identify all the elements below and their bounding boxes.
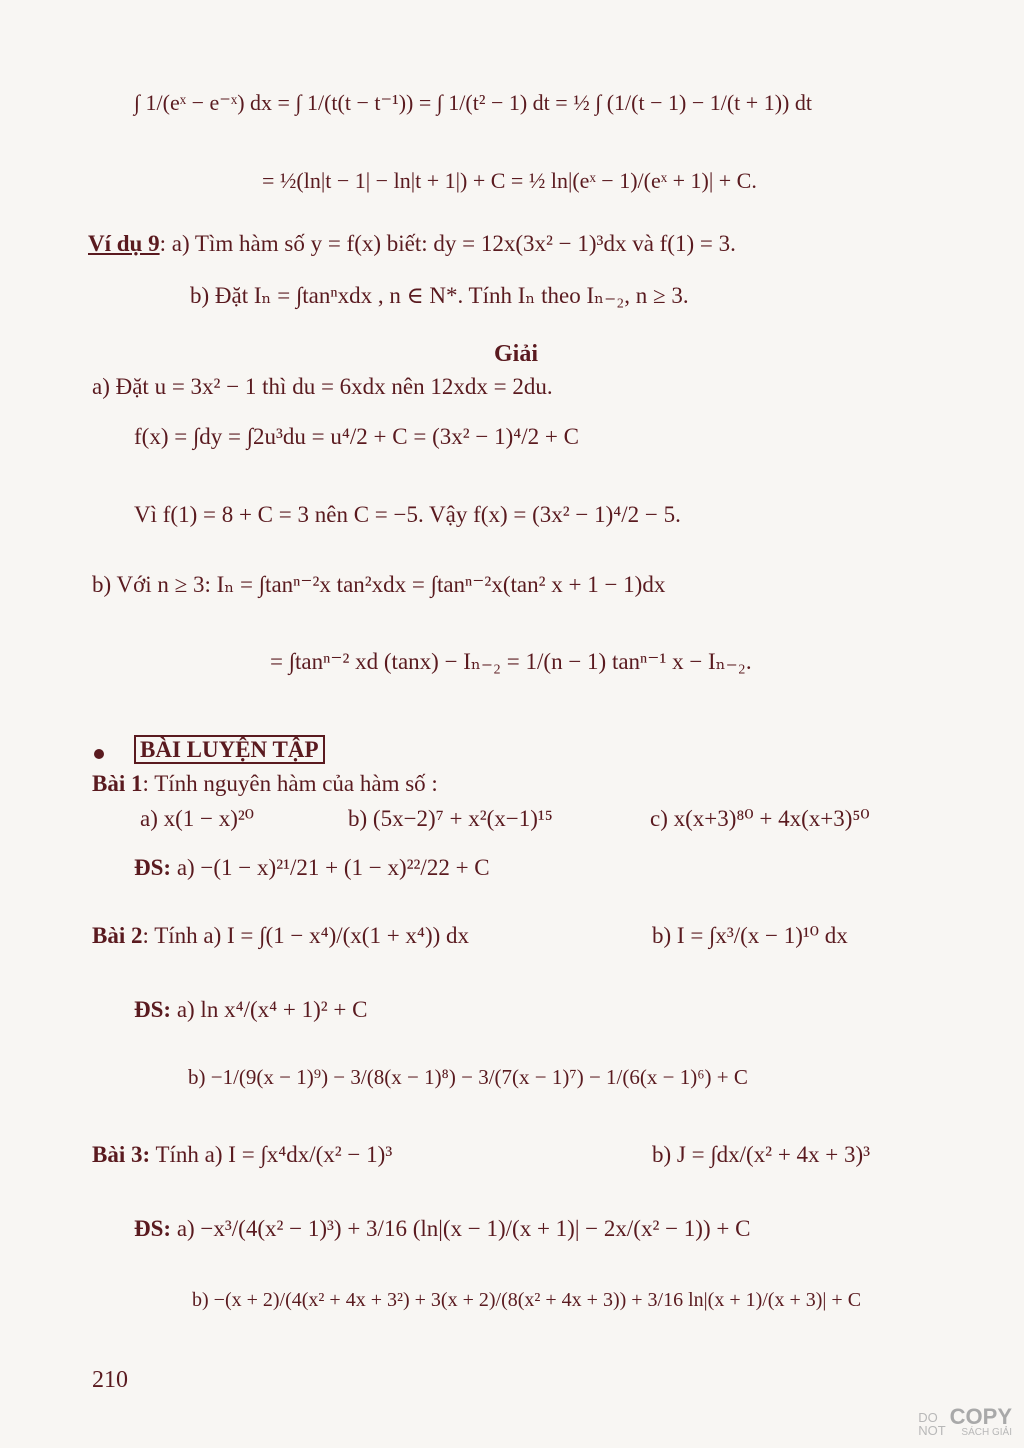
watermark-not: NOT	[918, 1423, 946, 1439]
solution-a-line-3: Vì f(1) = 8 + C = 3 nên C = −5. Vậy f(x) = (3x² − 1)⁴/2 − 5.	[134, 502, 681, 527]
bai-3-a: Tính a) I = ∫x⁴dx/(x² − 1)³	[155, 1142, 393, 1167]
bai-1-answer-label: ĐS:	[134, 855, 172, 880]
bai-1-b: b) (5x−2)⁷ + x²(x−1)¹⁵	[348, 806, 553, 831]
bai-3-prompt	[92, 1143, 392, 1166]
equation-line-2: = ½(ln|t − 1| − ln|t + 1|) + C = ½ ln|(eˣ − 1)/(eˣ + 1)| + C.	[262, 168, 757, 193]
page-number: 210	[92, 1367, 128, 1393]
bai-3-answer-a-text: a) −x³/(4(x² − 1)³) + 3/16 (ln|(x − 1)/(x + 1)| − 2x/(x² − 1)) + C	[176, 1216, 751, 1241]
bai-3-b: b) J = ∫dx/(x² + 4x + 3)³	[652, 1142, 871, 1167]
bai-2-answer-b: b) −1/(9(x − 1)⁹) − 3/(8(x − 1)⁸) − 3/(7(x − 1)⁷) − 1/(6(x − 1)⁶) + C	[188, 1065, 748, 1089]
bai-3-label: Bài 3:	[92, 1142, 151, 1167]
example-9-label: Ví dụ 9	[88, 231, 160, 256]
watermark-do: DO	[918, 1409, 938, 1425]
equation-line-1: ∫ 1/(eˣ − e⁻ˣ) dx = ∫ 1/(t(t − t⁻¹)) = ∫ 1/(t² − 1) dt = ½ ∫ (1/(t − 1) − 1/(t + 1)) dt	[134, 90, 812, 115]
example-9-a-text: : a) Tìm hàm số y = f(x) biết: dy = 12x(3x² − 1)³dx và f(1) = 3.	[159, 231, 736, 256]
bai-2-answer-label: ĐS:	[134, 997, 172, 1022]
solution-b-line-1: b) Với n ≥ 3: Iₙ = ∫tanⁿ⁻²x tan²xdx = ∫tanⁿ⁻²x(tan² x + 1 − 1)dx	[92, 572, 666, 597]
practice-heading	[134, 738, 325, 761]
bai-2-prompt	[92, 924, 469, 947]
bai-1-c: c) x(x+3)⁸⁰ + 4x(x+3)⁵⁰	[650, 806, 870, 831]
bai-1-label: Bài 1	[92, 771, 143, 796]
example-9-a	[88, 232, 736, 255]
bullet-dot	[94, 749, 104, 759]
watermark-brand: SÁCH GIẢI	[961, 1427, 1012, 1438]
solution-b-line-2: = ∫tanⁿ⁻² xd (tanx) − Iₙ₋₂ = 1/(n − 1) tanⁿ⁻¹ x − Iₙ₋₂.	[270, 649, 752, 674]
bai-1-answer-text: a) −(1 − x)²¹/21 + (1 − x)²²/22 + C	[176, 855, 490, 880]
bai-1-text: : Tính nguyên hàm của hàm số :	[142, 771, 438, 796]
bai-2-label: Bài 2	[92, 923, 143, 948]
watermark-copy: COPY	[949, 1404, 1012, 1429]
watermark	[918, 1406, 1012, 1438]
bai-2-b: b) I = ∫x³/(x − 1)¹⁰ dx	[652, 923, 848, 948]
example-9-b: b) Đặt Iₙ = ∫tanⁿxdx , n ∈ N*. Tính Iₙ theo Iₙ₋₂, n ≥ 3.	[190, 283, 689, 308]
bai-2-a: : Tính a) I = ∫(1 − x⁴)/(x(1 + x⁴)) dx	[142, 923, 470, 948]
bai-2-answer-a	[134, 998, 368, 1021]
practice-heading-text: BÀI LUYỆN TẬP	[134, 735, 325, 764]
bai-3-answer-b: b) −(x + 2)/(4(x² + 4x + 3²) + 3(x + 2)/(8(x² + 4x + 3)) + 3/16 ln|(x + 1)/(x + 3)| + C	[192, 1289, 862, 1311]
solution-a-line-1: a) Đặt u = 3x² − 1 thì du = 6xdx nên 12xdx = 2du.	[92, 374, 553, 399]
bai-3-answer-a	[134, 1217, 750, 1240]
solution-a-line-2: f(x) = ∫dy = ∫2u³du = u⁴/2 + C = (3x² − 1)⁴/2 + C	[134, 424, 579, 449]
bai-1-answer	[134, 856, 490, 879]
bai-1-prompt	[92, 772, 438, 795]
bai-1-a: a) x(1 − x)²⁰	[140, 806, 255, 831]
bai-2-answer-a-text: a) ln x⁴/(x⁴ + 1)² + C	[176, 997, 368, 1022]
bai-3-answer-label: ĐS:	[134, 1216, 172, 1241]
solution-title: Giải	[494, 341, 539, 367]
